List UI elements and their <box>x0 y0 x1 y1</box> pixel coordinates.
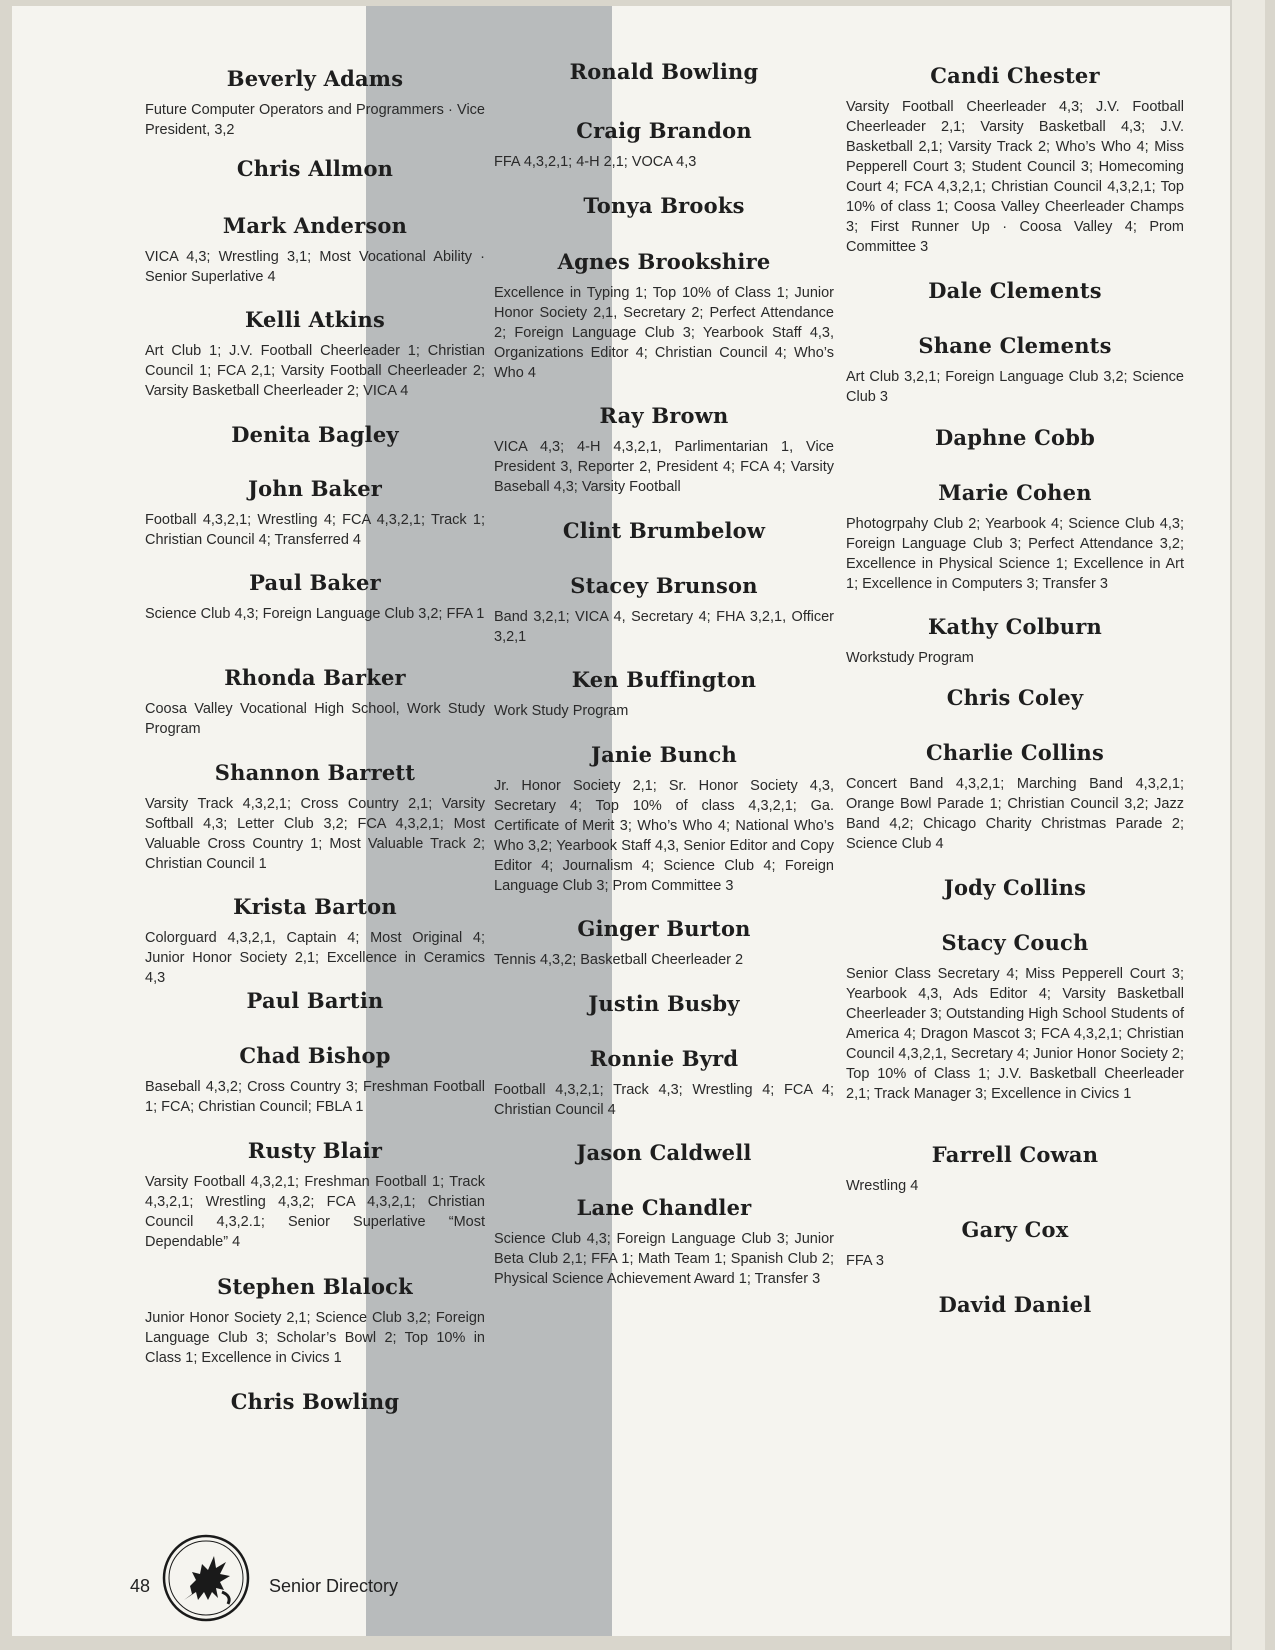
student-activities: VICA 4,3; Wrestling 3,1; Most Vocational Ability · Senior Superlative 4 <box>145 249 485 285</box>
student-activities: Art Club 1; J.V. Football Cheerleader 1; Christian Council 1; FCA 2,1; Varsity Football Cheerleader 2; Varsity Basketball Cheerleader 2; VICA 4 <box>145 343 485 399</box>
student-name: Kelli Atkins <box>244 307 386 332</box>
directory-entry <box>846 425 1184 450</box>
directory-entry <box>145 760 485 874</box>
student-activities: FFA 3 <box>846 1253 884 1269</box>
student-name: Chris Coley <box>946 685 1084 710</box>
student-activities: Tennis 4,3,2; Basketball Cheerleader 2 <box>494 952 744 968</box>
student-name: Paul Bartin <box>246 988 384 1013</box>
student-name: Marie Cohen <box>938 480 1092 505</box>
student-activities: Workstudy Program <box>846 650 974 666</box>
directory-entry <box>494 667 834 721</box>
student-name: Shannon Barrett <box>214 760 416 785</box>
student-name: Rhonda Barker <box>224 665 406 690</box>
student-name: Paul Baker <box>249 570 381 595</box>
student-name: Clint Brumbelow <box>562 518 766 543</box>
directory-entry <box>846 1292 1184 1317</box>
student-activities: Football 4,3,2,1; Track 4,3; Wrestling 4; FCA 4; Christian Council 4 <box>494 1082 834 1118</box>
facing-page-edge <box>1230 0 1265 1650</box>
directory-entry <box>145 1138 485 1252</box>
student-name: Craig Brandon <box>576 118 752 143</box>
student-name: Ken Buffington <box>571 667 757 692</box>
student-name: Farrell Cowan <box>931 1142 1099 1167</box>
directory-entry <box>494 742 834 896</box>
directory-entry <box>494 518 834 543</box>
student-name: Justin Busby <box>588 991 740 1016</box>
student-name: Ronnie Byrd <box>589 1046 739 1071</box>
student-name: Jody Collins <box>943 875 1087 900</box>
student-name: Candi Chester <box>930 63 1100 88</box>
directory-entry <box>494 59 834 84</box>
student-name: Charlie Collins <box>925 740 1105 765</box>
directory-entry <box>846 614 1184 668</box>
directory-entry <box>846 875 1184 900</box>
student-name: John Baker <box>247 476 383 501</box>
student-name: Mark Anderson <box>222 213 408 238</box>
student-name: Janie Bunch <box>590 742 737 767</box>
directory-entry <box>145 665 485 739</box>
directory-entry <box>145 156 485 181</box>
student-name: David Daniel <box>938 1292 1092 1317</box>
directory-entry <box>846 480 1184 594</box>
directory-entry <box>494 249 834 383</box>
directory-entry <box>145 1389 485 1414</box>
directory-entry <box>494 403 834 497</box>
directory-entry <box>145 213 485 287</box>
directory-entry <box>145 988 485 1013</box>
directory-entry <box>494 1140 834 1165</box>
student-activities: Excellence in Typing 1; Top 10% of Class 1; Junior Honor Society 2,1, Secretary 2; Perfect Attendance 2; Foreign Language Club 3; Yearbook Staff 4,3, Organizations Editor 4; Christian Council 4; Who’s Who 4 <box>494 285 834 381</box>
student-activities: Work Study Program <box>494 703 629 719</box>
directory-entry <box>145 66 485 140</box>
directory-entry <box>846 63 1184 257</box>
directory-entry <box>494 1195 834 1289</box>
student-activities: Coosa Valley Vocational High School, Work Study Program <box>145 701 485 737</box>
student-name: Chad Bishop <box>239 1043 391 1068</box>
student-name: Ray Brown <box>599 403 729 428</box>
directory-entry <box>494 916 834 970</box>
student-name: Beverly Adams <box>226 66 404 91</box>
student-activities: Senior Class Secretary 4; Miss Pepperell Court 3; Yearbook 4,3, Ads Editor 4; Varsity Basketball Cheerleader 3; Outstanding High School Students of America 4; Dragon Mascot 3; FCA 4,3,2,1; Christian Council 4,3,2,1, Secretary 4; Junior Honor Society 2; Top 10% of Class 1; J.V. Basketball Cheerleader 2,1; Track Manager 3; Excellence in Civics 1 <box>846 966 1184 1102</box>
directory-entry <box>846 740 1184 854</box>
student-name: Chris Allmon <box>236 156 394 181</box>
directory-entry <box>494 991 834 1016</box>
student-activities: Art Club 3,2,1; Foreign Language Club 3,2; Science Club 3 <box>846 369 1184 405</box>
student-activities: Football 4,3,2,1; Wrestling 4; FCA 4,3,2,1; Track 1; Christian Council 4; Transferred 4 <box>145 512 485 548</box>
yearbook-page <box>12 6 1252 1636</box>
directory-entry <box>846 333 1184 407</box>
student-name: Stephen Blalock <box>217 1274 413 1299</box>
directory-entry <box>145 476 485 550</box>
directory-entry <box>846 278 1184 303</box>
directory-entry <box>145 307 485 401</box>
student-name: Stacy Couch <box>941 930 1089 955</box>
directory-entry <box>846 1142 1184 1196</box>
student-name: Denita Bagley <box>231 422 399 447</box>
directory-entry <box>145 422 485 447</box>
directory-entry <box>494 193 834 218</box>
student-activities: Jr. Honor Society 2,1; Sr. Honor Society 4,3, Secretary 4; Top 10% of class 4,3,2,1; Ga. Certificate of Merit 3; Who’s Who 4; National Who’s Who 3,2; Yearbook Staff 4,3, Senior Editor and Copy Editor 4; Journalism 4; Science Club 4; Foreign Language Club 3; Prom Committee 3 <box>494 778 834 894</box>
student-name: Ginger Burton <box>577 916 751 941</box>
student-name: Kathy Colburn <box>928 614 1102 639</box>
student-activities: Science Club 4,3; Foreign Language Club 3; Junior Beta Club 2,1; FFA 1; Math Team 1; Spanish Club 2; Physical Science Achievement Award 1; Transfer 3 <box>494 1231 834 1287</box>
student-name: Chris Bowling <box>230 1389 400 1414</box>
student-activities: Baseball 4,3,2; Cross Country 3; Freshman Football 1; FCA; Christian Council; FBLA 1 <box>145 1079 485 1115</box>
directory-entry <box>145 1043 485 1117</box>
student-activities: Varsity Football 4,3,2,1; Freshman Football 1; Track 4,3,2,1; Wrestling 4,3,2; FCA 4,3,2,1; Christian Council 4,3,2.1; Senior Superlative “Most Dependable” 4 <box>145 1174 485 1250</box>
student-activities: Concert Band 4,3,2,1; Marching Band 4,3,2,1; Orange Bowl Parade 1; Christian Council 3,2; Jazz Band 4,2; Chicago Charity Christmas Parade 2; Science Club 4 <box>846 776 1184 852</box>
student-name: Agnes Brookshire <box>557 249 771 274</box>
student-name: Daphne Cobb <box>935 425 1095 450</box>
student-activities: Future Computer Operators and Programmers · Vice President, 3,2 <box>145 102 485 138</box>
directory-entry <box>494 118 834 172</box>
student-activities: Science Club 4,3; Foreign Language Club 3,2; FFA 1 <box>145 606 485 622</box>
directory-entry <box>846 685 1184 710</box>
griffin-emblem-icon <box>162 1534 250 1622</box>
student-name: Krista Barton <box>233 894 397 919</box>
student-name: Dale Clements <box>928 278 1102 303</box>
student-activities: Varsity Track 4,3,2,1; Cross Country 2,1; Varsity Softball 4,3; Letter Club 3,2; FCA 4,3,2,1; Most Valuable Cross Country 1; Most Valuable Track 2; Christian Council 1 <box>145 796 485 872</box>
student-activities: Wrestling 4 <box>846 1178 919 1194</box>
student-activities: Band 3,2,1; VICA 4, Secretary 4; FHA 3,2,1, Officer 3,2,1 <box>494 609 834 645</box>
student-name: Jason Caldwell <box>576 1140 752 1165</box>
student-name: Shane Clements <box>918 333 1112 358</box>
directory-entry <box>145 894 485 988</box>
student-activities: Varsity Football Cheerleader 4,3; J.V. Football Cheerleader 2,1; Varsity Basketball 4,3; J.V. Basketball 2,1; Varsity Track 2; Who’s Who 4; Miss Pepperell Court 3; Student Council 3; Homecoming Court 4; FCA 4,3,2,1; Christian Council 4,3,2,1; Top 10% of class 1; Coosa Valley Cheerleader Champs 3; First Runner Up · Coosa Valley 4; Prom Committee 3 <box>846 99 1184 255</box>
student-activities: FFA 4,3,2,1; 4-H 2,1; VOCA 4,3 <box>494 154 697 170</box>
student-name: Gary Cox <box>961 1217 1069 1242</box>
student-activities: VICA 4,3; 4-H 4,3,2,1, Parlimentarian 1, Vice President 3, Reporter 2, President 4; FCA 4; Varsity Baseball 4,3; Varsity Football <box>494 439 834 495</box>
student-activities: Colorguard 4,3,2,1, Captain 4; Most Original 4; Junior Honor Society 2,1; Excellence in Ceramics 4,3 <box>145 930 485 986</box>
directory-entry <box>145 570 485 624</box>
student-name: Stacey Brunson <box>570 573 758 598</box>
directory-entry <box>846 930 1184 1104</box>
student-name: Lane Chandler <box>576 1195 752 1220</box>
student-name: Tonya Brooks <box>583 193 745 218</box>
student-activities: Photogrpahy Club 2; Yearbook 4; Science Club 4,3; Foreign Language Club 3; Perfect Attendance 3,2; Excellence in Physical Science 1; Excellence in Art 1; Excellence in Computers 3; Transfer 3 <box>846 516 1184 592</box>
directory-entry <box>846 1217 1184 1271</box>
directory-entry <box>145 1274 485 1368</box>
section-title: Senior Directory <box>269 1576 399 1596</box>
student-name: Rusty Blair <box>247 1138 383 1163</box>
directory-entry <box>494 1046 834 1120</box>
student-name: Ronald Bowling <box>569 59 759 84</box>
directory-entry <box>494 573 834 647</box>
page-number: 48 <box>130 1576 151 1596</box>
student-activities: Junior Honor Society 2,1; Science Club 3,2; Foreign Language Club 3; Scholar’s Bowl 2; Top 10% in Class 1; Excellence in Civics 1 <box>145 1310 485 1366</box>
